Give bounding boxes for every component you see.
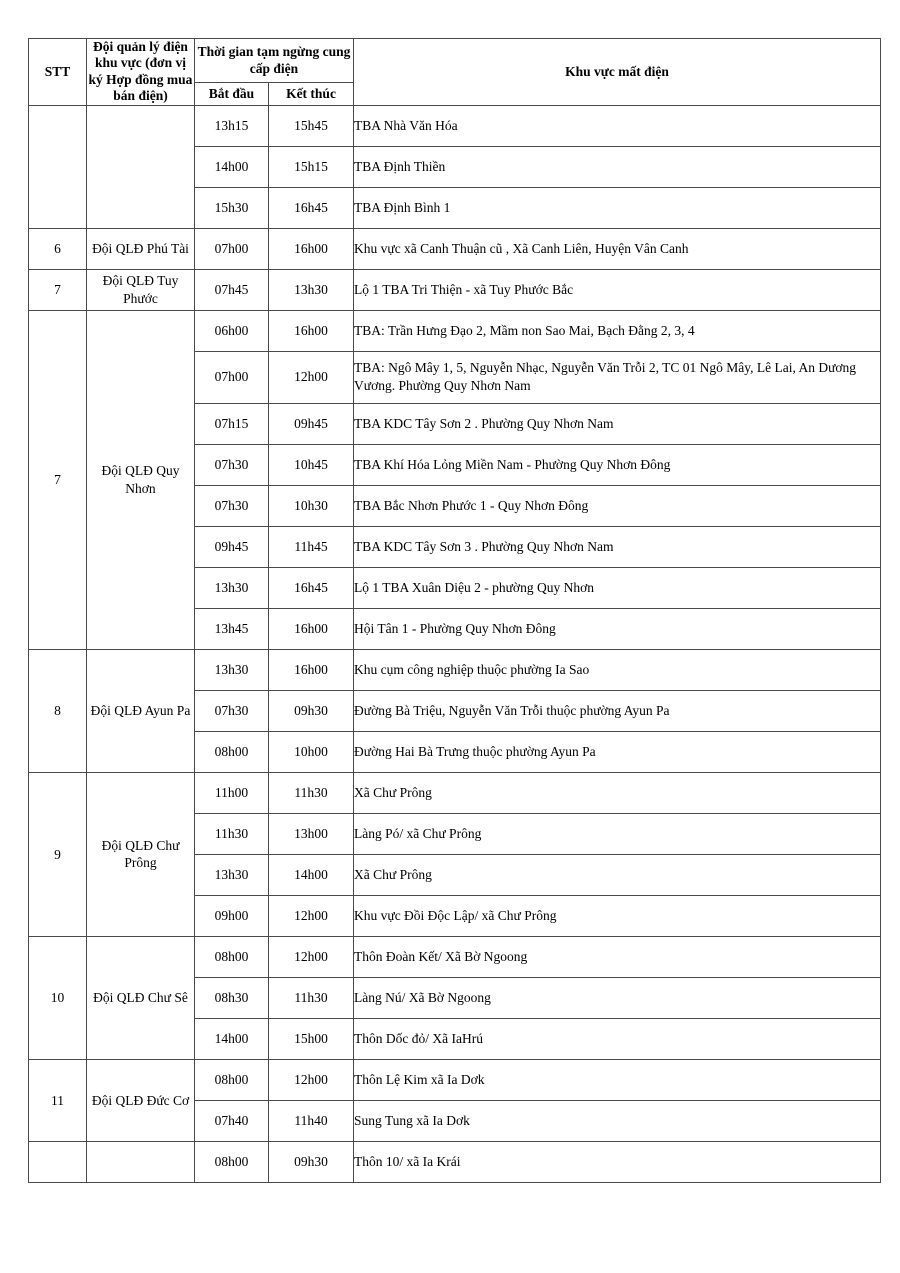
cell-start-time: 14h00 xyxy=(195,1018,269,1059)
cell-start-time: 13h30 xyxy=(195,854,269,895)
cell-area: Thôn Đoàn Kết/ Xã Bờ Ngoong xyxy=(354,936,881,977)
table-row xyxy=(29,228,881,269)
cell-stt: 8 xyxy=(29,649,87,772)
table-body xyxy=(29,105,881,1182)
cell-team: Đội QLĐ Phú Tài xyxy=(87,228,195,269)
cell-area: Đường Hai Bà Trưng thuộc phường Ayun Pa xyxy=(354,731,881,772)
table-row xyxy=(29,310,881,351)
cell-end-time: 10h45 xyxy=(269,444,354,485)
cell-area: Thôn Lệ Kim xã Ia Dơk xyxy=(354,1059,881,1100)
cell-area: TBA KDC Tây Sơn 2 . Phường Quy Nhơn Nam xyxy=(354,403,881,444)
cell-team: Đội QLĐ Quy Nhơn xyxy=(87,310,195,649)
cell-start-time: 07h00 xyxy=(195,351,269,403)
cell-start-time: 11h30 xyxy=(195,813,269,854)
table-row xyxy=(29,936,881,977)
cell-area: TBA KDC Tây Sơn 3 . Phường Quy Nhơn Nam xyxy=(354,526,881,567)
cell-end-time: 11h45 xyxy=(269,526,354,567)
cell-area: Đường Bà Triệu, Nguyễn Văn Trỗi thuộc phường Ayun Pa xyxy=(354,690,881,731)
header-time-group: Thời gian tạm ngừng cung cấp điện xyxy=(195,39,354,83)
cell-start-time: 09h45 xyxy=(195,526,269,567)
header-area: Khu vực mất điện xyxy=(354,39,881,106)
cell-start-time: 08h00 xyxy=(195,1141,269,1182)
cell-end-time: 09h30 xyxy=(269,690,354,731)
cell-area: Sung Tung xã Ia Dơk xyxy=(354,1100,881,1141)
cell-area: TBA: Ngô Mây 1, 5, Nguyễn Nhạc, Nguyễn Văn Trỗi 2, TC 01 Ngô Mây, Lê Lai, An Dương Vương. Phường Quy Nhơn Nam xyxy=(354,351,881,403)
cell-area: Khu vực xã Canh Thuận cũ , Xã Canh Liên, Huyện Vân Canh xyxy=(354,228,881,269)
cell-area: Hội Tân 1 - Phường Quy Nhơn Đông xyxy=(354,608,881,649)
cell-area: TBA Khí Hóa Lỏng Miền Nam - Phường Quy Nhơn Đông xyxy=(354,444,881,485)
cell-end-time: 16h00 xyxy=(269,608,354,649)
table-row xyxy=(29,105,881,146)
cell-end-time: 14h00 xyxy=(269,854,354,895)
cell-team xyxy=(87,1141,195,1182)
cell-start-time: 06h00 xyxy=(195,310,269,351)
cell-end-time: 16h45 xyxy=(269,187,354,228)
cell-end-time: 11h30 xyxy=(269,772,354,813)
cell-start-time: 07h00 xyxy=(195,228,269,269)
cell-end-time: 09h45 xyxy=(269,403,354,444)
cell-area: Thôn 10/ xã Ia Krái xyxy=(354,1141,881,1182)
cell-start-time: 08h00 xyxy=(195,731,269,772)
cell-start-time: 07h40 xyxy=(195,1100,269,1141)
cell-end-time: 15h00 xyxy=(269,1018,354,1059)
cell-stt: 6 xyxy=(29,228,87,269)
header-team: Đội quản lý điện khu vực (đơn vị ký Hợp đồng mua bán điện) xyxy=(87,39,195,106)
cell-area: Lộ 1 TBA Xuân Diệu 2 - phường Quy Nhơn xyxy=(354,567,881,608)
cell-team xyxy=(87,105,195,228)
cell-start-time: 15h30 xyxy=(195,187,269,228)
cell-start-time: 13h15 xyxy=(195,105,269,146)
cell-team: Đội QLĐ Chư Sê xyxy=(87,936,195,1059)
cell-stt: 11 xyxy=(29,1059,87,1141)
header-end-time: Kết thúc xyxy=(269,83,354,106)
header-row-primary xyxy=(29,39,881,83)
cell-end-time: 13h30 xyxy=(269,269,354,310)
cell-end-time: 15h15 xyxy=(269,146,354,187)
cell-end-time: 10h30 xyxy=(269,485,354,526)
cell-start-time: 07h30 xyxy=(195,690,269,731)
cell-end-time: 12h00 xyxy=(269,351,354,403)
cell-area: TBA Định Thiền xyxy=(354,146,881,187)
cell-stt: 7 xyxy=(29,269,87,310)
table-header xyxy=(29,39,881,106)
cell-area: TBA Nhà Văn Hóa xyxy=(354,105,881,146)
cell-area: Làng Nú/ Xã Bờ Ngoong xyxy=(354,977,881,1018)
cell-end-time: 12h00 xyxy=(269,1059,354,1100)
cell-start-time: 11h00 xyxy=(195,772,269,813)
cell-end-time: 09h30 xyxy=(269,1141,354,1182)
cell-area: Xã Chư Prông xyxy=(354,772,881,813)
table-row xyxy=(29,772,881,813)
cell-start-time: 07h30 xyxy=(195,485,269,526)
cell-area: Khu cụm công nghiệp thuộc phường Ia Sao xyxy=(354,649,881,690)
cell-end-time: 11h40 xyxy=(269,1100,354,1141)
cell-start-time: 08h00 xyxy=(195,1059,269,1100)
cell-start-time: 08h30 xyxy=(195,977,269,1018)
cell-area: Thôn Dốc đỏ/ Xã IaHrú xyxy=(354,1018,881,1059)
cell-start-time: 07h45 xyxy=(195,269,269,310)
outage-schedule-table xyxy=(28,38,881,1183)
cell-stt xyxy=(29,1141,87,1182)
cell-area: Lộ 1 TBA Tri Thiện - xã Tuy Phước Bắc xyxy=(354,269,881,310)
cell-start-time: 13h45 xyxy=(195,608,269,649)
cell-end-time: 10h00 xyxy=(269,731,354,772)
cell-team: Đội QLĐ Chư Prông xyxy=(87,772,195,936)
cell-start-time: 14h00 xyxy=(195,146,269,187)
header-stt: STT xyxy=(29,39,87,106)
cell-area: Khu vực Đồi Độc Lập/ xã Chư Prông xyxy=(354,895,881,936)
header-start-time: Bắt đầu xyxy=(195,83,269,106)
cell-stt: 9 xyxy=(29,772,87,936)
cell-start-time: 07h15 xyxy=(195,403,269,444)
cell-stt: 10 xyxy=(29,936,87,1059)
cell-team: Đội QLĐ Đức Cơ xyxy=(87,1059,195,1141)
table-row xyxy=(29,649,881,690)
cell-area: TBA: Trần Hưng Đạo 2, Mầm non Sao Mai, Bạch Đằng 2, 3, 4 xyxy=(354,310,881,351)
cell-stt: 7 xyxy=(29,310,87,649)
cell-start-time: 07h30 xyxy=(195,444,269,485)
cell-end-time: 15h45 xyxy=(269,105,354,146)
cell-end-time: 16h00 xyxy=(269,649,354,690)
cell-end-time: 11h30 xyxy=(269,977,354,1018)
cell-end-time: 12h00 xyxy=(269,895,354,936)
cell-start-time: 09h00 xyxy=(195,895,269,936)
cell-end-time: 13h00 xyxy=(269,813,354,854)
cell-area: TBA Bắc Nhơn Phước 1 - Quy Nhơn Đông xyxy=(354,485,881,526)
cell-end-time: 16h45 xyxy=(269,567,354,608)
cell-start-time: 13h30 xyxy=(195,567,269,608)
cell-area: Làng Pó/ xã Chư Prông xyxy=(354,813,881,854)
table-row xyxy=(29,1141,881,1182)
cell-end-time: 12h00 xyxy=(269,936,354,977)
cell-start-time: 13h30 xyxy=(195,649,269,690)
table-row xyxy=(29,269,881,310)
cell-stt xyxy=(29,105,87,228)
cell-start-time: 08h00 xyxy=(195,936,269,977)
cell-end-time: 16h00 xyxy=(269,310,354,351)
cell-area: TBA Định Bình 1 xyxy=(354,187,881,228)
cell-area: Xã Chư Prông xyxy=(354,854,881,895)
cell-team: Đội QLĐ Ayun Pa xyxy=(87,649,195,772)
cell-team: Đội QLĐ Tuy Phước xyxy=(87,269,195,310)
table-row xyxy=(29,1059,881,1100)
cell-end-time: 16h00 xyxy=(269,228,354,269)
